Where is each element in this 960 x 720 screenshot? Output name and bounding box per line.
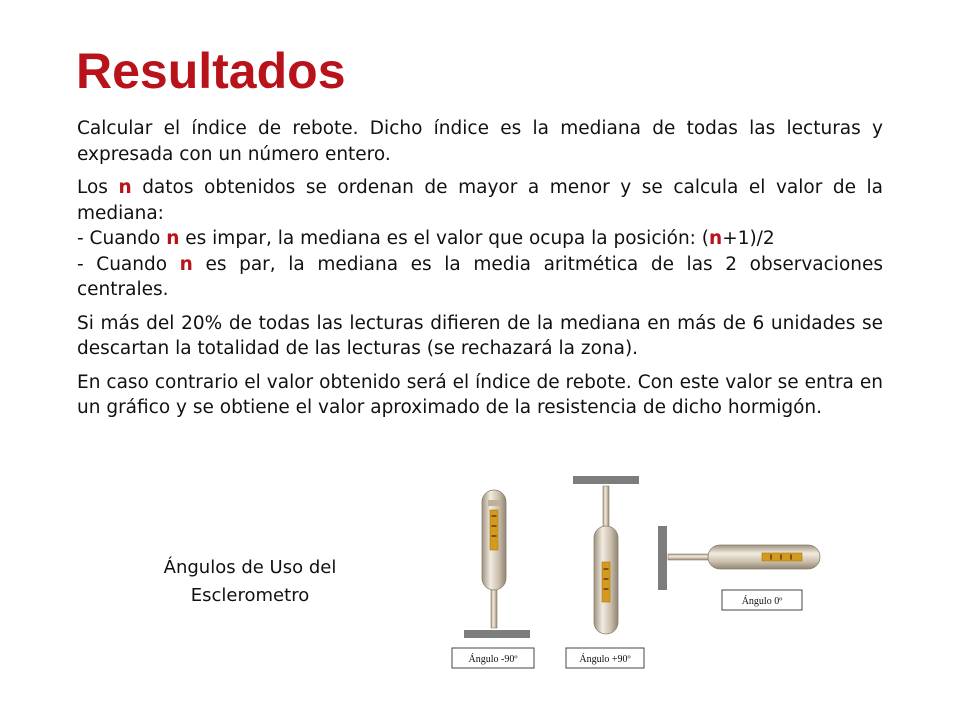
text-segment: Los (77, 177, 119, 198)
caption-line: Esclerometro (190, 585, 310, 606)
sclerometer-angles-figure (440, 470, 840, 680)
text-segment: - Cuando (77, 228, 167, 249)
body-text (77, 116, 883, 429)
caption-line: Ángulos de Uso del (163, 557, 337, 578)
text-segment: datos obtenidos se ordenan de mayor a menor y se calcula el valor de la mediana: (77, 177, 883, 224)
concrete-plate (658, 526, 667, 590)
angle-label-text: Ángulo -90º (468, 654, 518, 665)
text-segment: +1)/2 (722, 228, 775, 249)
angle-label-0 (722, 590, 802, 610)
angle-label-text: Ángulo +90º (579, 654, 631, 665)
hammer-minus90 (464, 490, 530, 638)
paragraph-rejection-rule: Si más del 20% de todas las lecturas difieren de la mediana en más de 6 unidades se descartan la totalidad de las lecturas (se rechazará la zona). (77, 312, 883, 359)
variable-n: n (118, 177, 132, 198)
hammer-0 (658, 526, 820, 590)
paragraph-median-definition: Calcular el índice de rebote. Dicho índice es la mediana de todas las lecturas y expresada con un número entero. (77, 118, 883, 165)
variable-n: n (179, 253, 193, 275)
variable-n: n (709, 228, 723, 249)
angle-label-minus90 (452, 648, 534, 668)
concrete-plate (573, 476, 639, 484)
figure-caption (150, 554, 350, 610)
hammer-plus90 (573, 476, 639, 634)
text-segment: es par, la mediana es la media aritmética de las 2 observaciones centrales. (77, 253, 884, 300)
angle-label-text: Ángulo 0º (741, 596, 783, 607)
concrete-plate (464, 630, 530, 638)
angle-label-plus90 (566, 648, 644, 668)
paragraph-median-calculation (77, 175, 883, 303)
text-segment: - Cuando (77, 253, 180, 275)
paragraph-result: En caso contrario el valor obtenido será el índice de rebote. Con este valor se entra en un gráfico y se obtiene el valor aproximado de la resistencia de dicho hormigón. (77, 371, 883, 418)
text-segment: es impar, la mediana es el valor que ocupa la posición: ( (179, 228, 710, 249)
slide-title: Resultados (76, 43, 346, 99)
variable-n: n (166, 228, 180, 249)
